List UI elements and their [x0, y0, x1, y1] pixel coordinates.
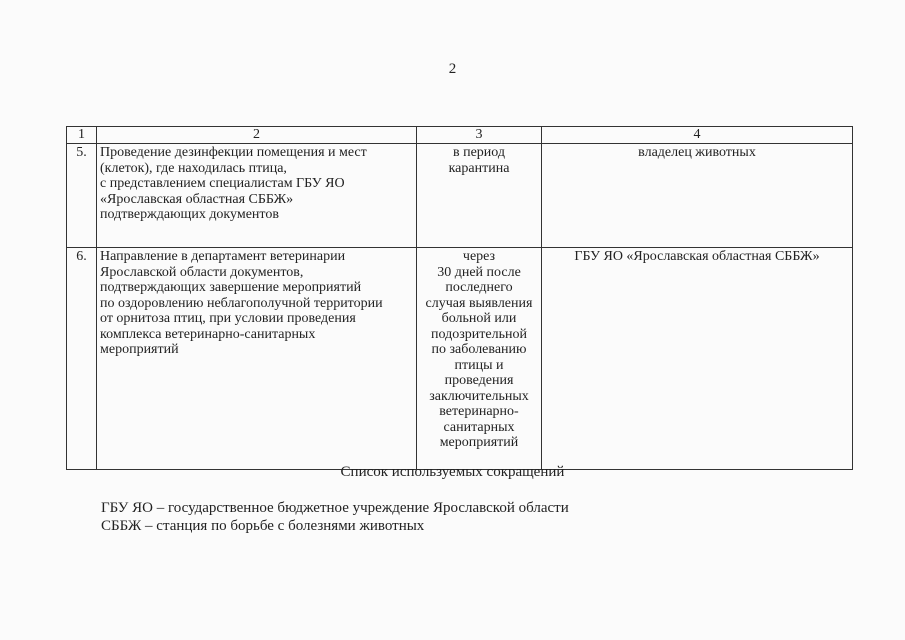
action-line: Ярославской области документов, — [100, 264, 304, 280]
row-number: 6. — [67, 248, 97, 470]
term-line: ветеринарно- — [439, 404, 519, 419]
abbreviations-title: Список используемых сокращений — [340, 464, 565, 480]
term-line: случая выявления — [425, 295, 533, 311]
row-action — [97, 248, 417, 470]
action-line: мероприятий — [100, 342, 179, 357]
action-line: комплекса ветеринарно-санитарных — [100, 326, 316, 342]
action-line: подтверждающих документов — [100, 207, 279, 222]
action-line: от орнитоза птиц, при условии проведения — [100, 311, 356, 326]
term-line: 30 дней после — [437, 264, 521, 280]
header-cell-responsible: 4 — [542, 127, 853, 144]
term-line: подозрительной — [431, 326, 527, 342]
term-line: заключительных — [429, 388, 529, 404]
header-cell-term: 3 — [417, 127, 542, 144]
page-number: 2 — [448, 61, 457, 77]
term-line: последнего — [445, 280, 513, 295]
table-row — [67, 248, 853, 470]
term-line: больной или — [441, 311, 517, 326]
term-line: санитарных — [443, 419, 515, 435]
action-line: по оздоровлению неблагополучной территории — [100, 295, 383, 311]
term-line: мероприятий — [439, 435, 519, 450]
action-line: Направление в департамент ветеринарии — [100, 249, 346, 264]
measures-table — [66, 126, 853, 470]
action-line: «Ярославская областная СББЖ» — [100, 191, 294, 207]
header-cell-number: 1 — [67, 127, 97, 144]
row-responsible: ГБУ ЯО «Ярославская областная СББЖ» — [542, 248, 853, 470]
row-term — [417, 248, 542, 470]
header-cell-action: 2 — [97, 127, 417, 144]
action-line: Проведение дезинфекции помещения и мест — [100, 145, 367, 160]
row-responsible: владелец животных — [542, 144, 853, 248]
row-number: 5. — [67, 144, 97, 248]
term-line: проведения — [444, 373, 514, 388]
row-term — [417, 144, 542, 248]
action-line: с представлением специалистам ГБУ ЯО — [100, 176, 345, 191]
term-line: по заболеванию — [431, 342, 527, 357]
term-line: через — [462, 249, 496, 264]
abbreviations-list — [101, 499, 569, 535]
action-line: подтверждающих завершение мероприятий — [100, 280, 362, 295]
table-header-row — [67, 127, 853, 144]
term-line: птицы и — [454, 357, 504, 373]
term-line: карантина — [448, 160, 510, 176]
action-line: (клеток), где находилась птица, — [100, 160, 287, 176]
abbreviation-item: СББЖ – станция по борьбе с болезнями животных — [101, 518, 425, 534]
term-line: в период — [452, 145, 506, 160]
abbreviation-item: ГБУ ЯО – государственное бюджетное учреждение Ярославской области — [101, 500, 569, 516]
row-action — [97, 144, 417, 248]
table-row — [67, 144, 853, 248]
